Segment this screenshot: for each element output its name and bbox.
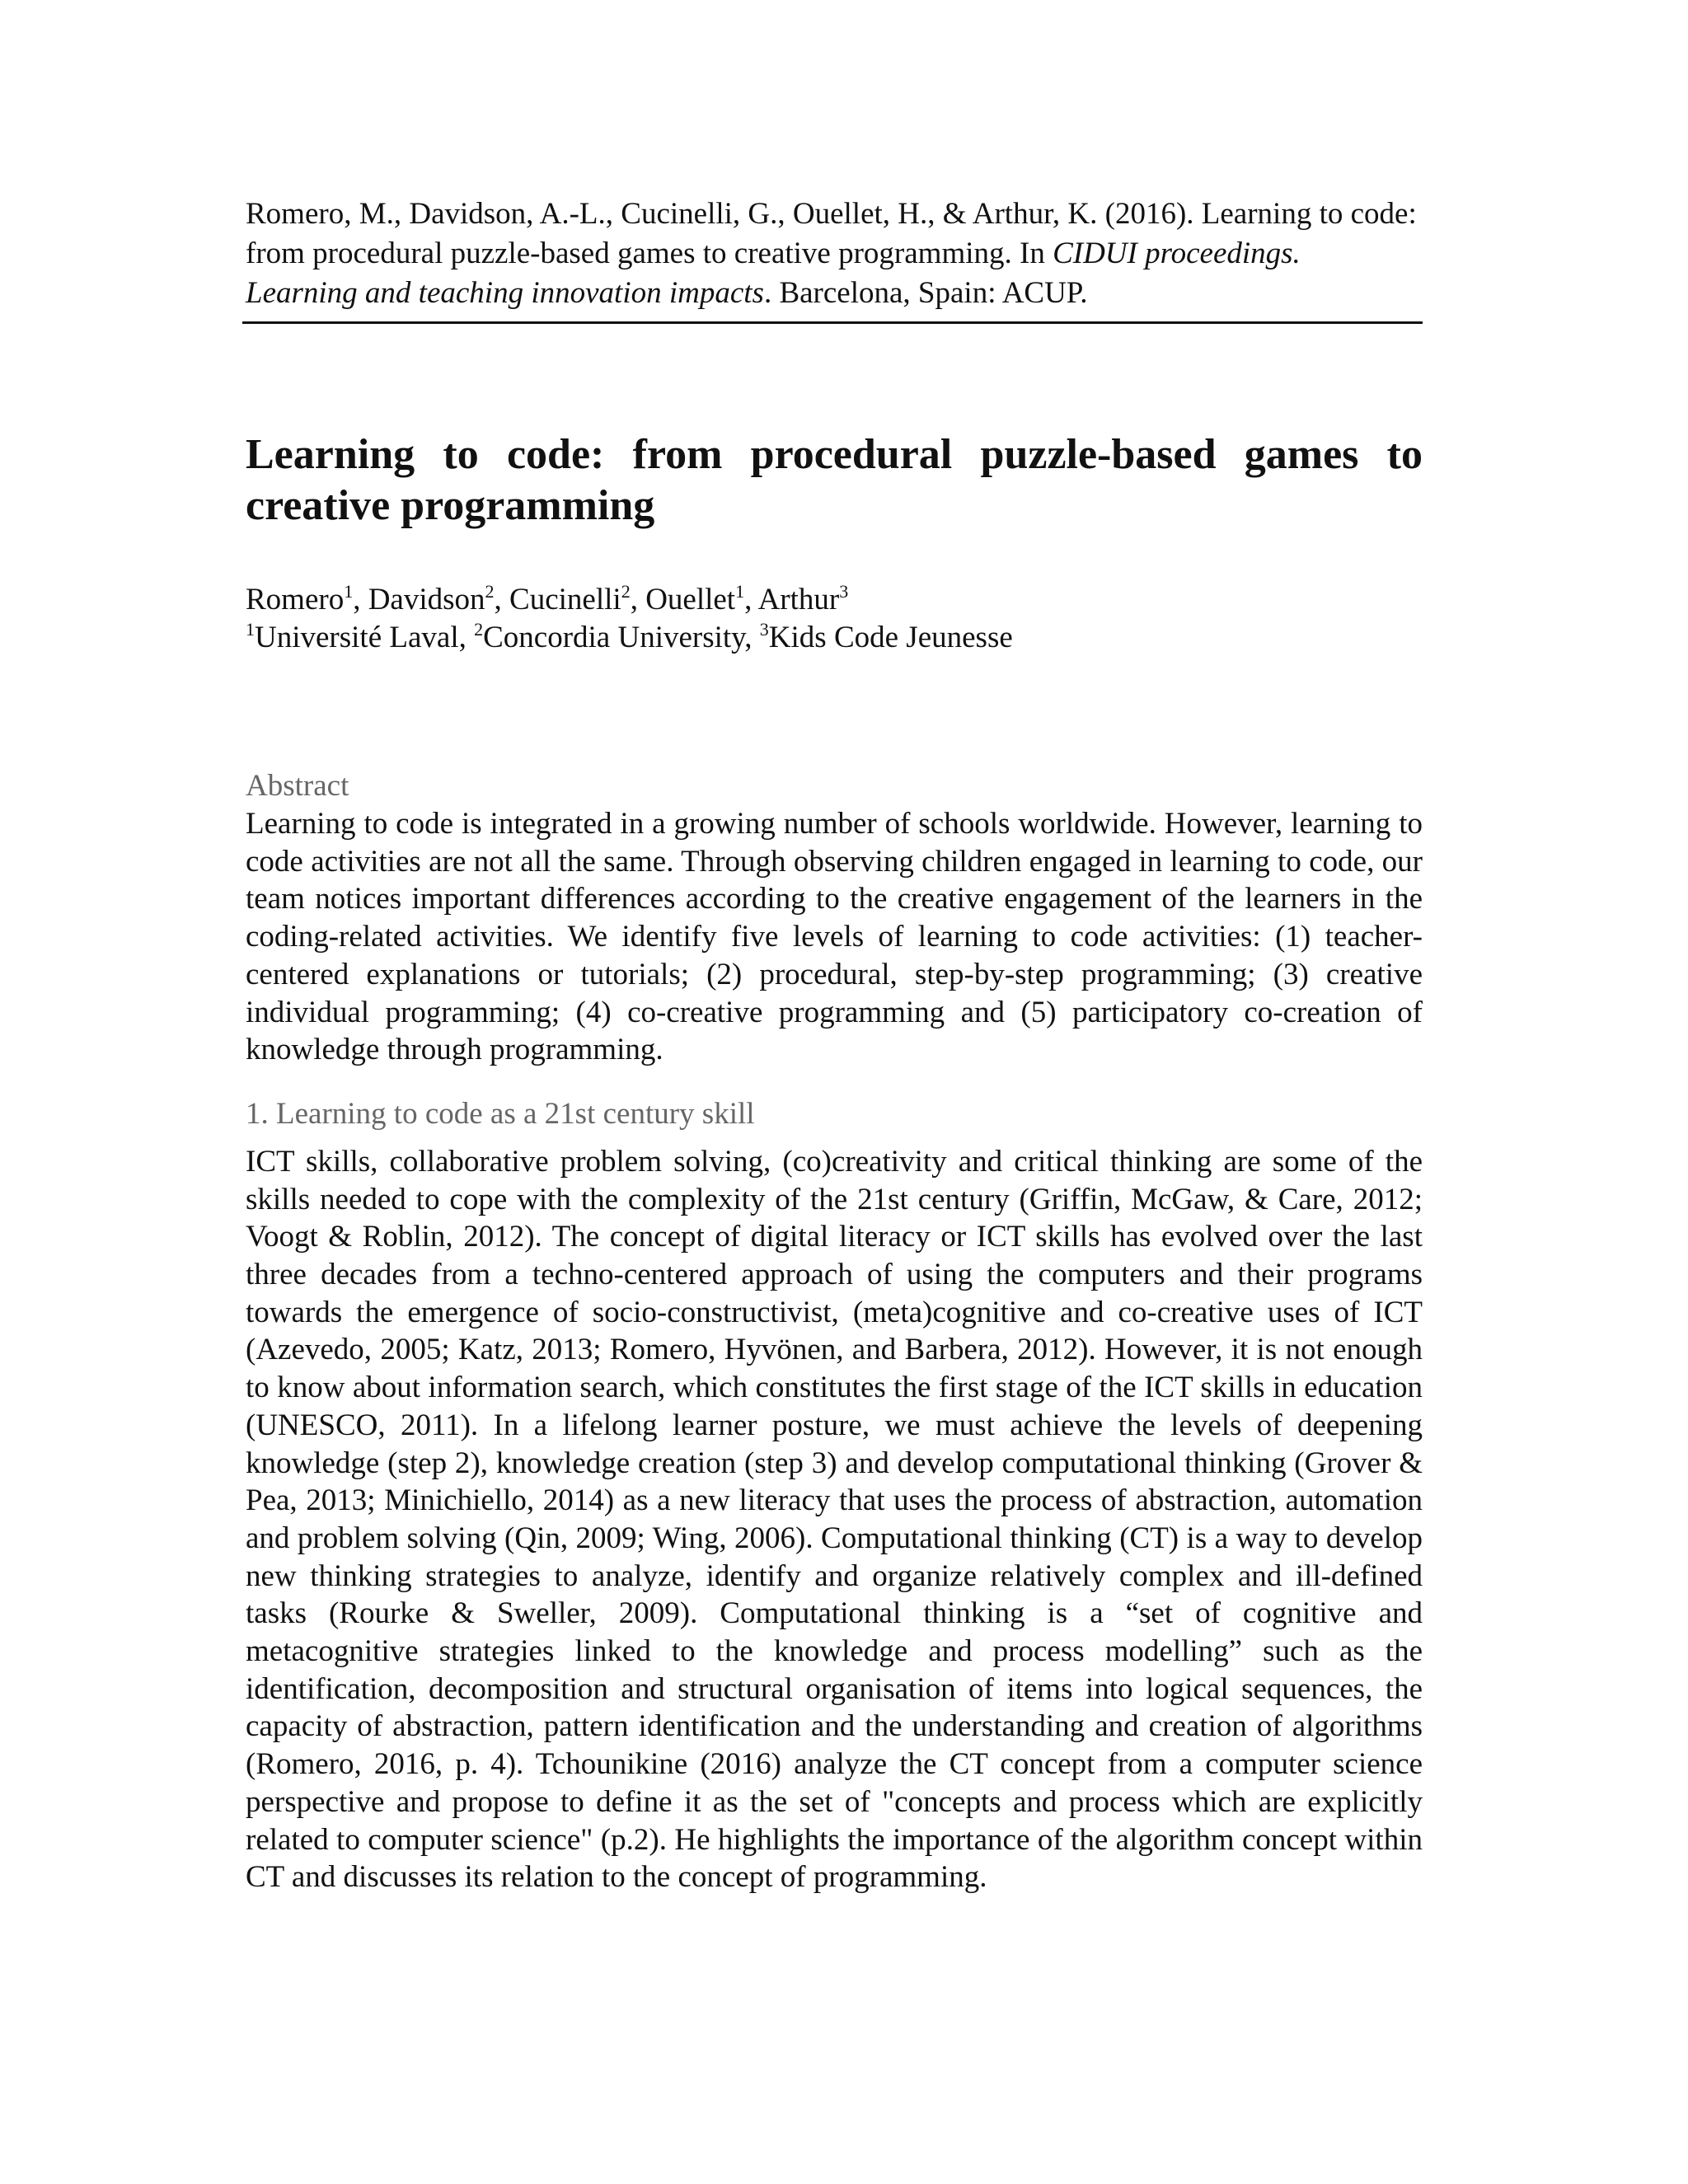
author-affiliation-mark: 1 [344,581,354,602]
paper-title [246,429,1423,532]
paper-title-line-2: creative programming [246,482,655,529]
section-1-heading: 1. Learning to code as a 21st century skill [246,1096,755,1131]
affiliation-list: $^1$Université Laval, $^2$Concordia University, $^3$Kids Code Jeunesse [246,619,1013,654]
author-name: Davidson [368,583,485,616]
citation-publisher: . Barcelona, Spain: ACUP. [763,276,1088,310]
author-name: Ouellet [645,583,736,616]
citation-header [242,194,1423,324]
author-name: Cucinelli [509,583,621,616]
affiliation-name: Concordia University [483,621,745,654]
citation-text: Romero, M., Davidson, A.-L., Cucinelli, G., Ouellet, H., & Arthur, K. (2016). Learning to code: from procedural puzzle-based games to creative programming. In [246,197,1417,270]
author-affiliation-mark: 2 [621,581,631,602]
abstract-text: Learning to code is integrated in a growing number of schools worldwide. However, learning to code activities are not all the same. Through observing children engaged in learning to code, our team notices important differences according to the creative engagement of the learners in the coding-related activities. We identify five levels of learning to code activities: (1) teacher-centered explanations or tutorials; (2) procedural, step-by-step programming; (3) creative individual programming; (4) co-creative programming and (5) participatory co-creation of knowledge through programming. [246,807,1423,1067]
citation-proceedings: CIDUI proceedings. Learning and teaching innovation impacts [246,237,1301,310]
affiliation-name: Université Laval [255,621,459,654]
author-name: Romero [246,583,345,616]
author-affiliation-mark: 2 [485,581,495,602]
abstract-heading: Abstract [246,769,349,803]
author-name: Arthur [757,583,840,616]
affiliation-mark: 2 [474,619,484,640]
section-1-text: ICT skills, collaborative problem solving, (co)creativity and critical thinking are some of the skills needed to cope with the complexity of the 21st century (Griffin, McGaw, & Care, 2012; Voogt & Roblin, 2012). The concept of digital literacy or ICT skills has evolved over the last three decades from a techno-centered approach of using the computers and their programs towards the emergence of socio-constructivist, (meta)cognitive and co-creative uses of ICT (Azevedo, 2005; Katz, 2013; Romero, Hyvönen, and Barbera, 2012). However, it is not enough to know about information search, which constitutes the first stage of the ICT skills in education (UNESCO, 2011). In a lifelong learner posture, we must achieve the levels of deepening knowledge (step 2), knowledge creation (step 3) and develop computational thinking (Grover & Pea, 2013; Minichiello, 2014) as a new literacy that uses the process of abstraction, automation and problem solving (Qin, 2009; Wing, 2006). Computational thinking (CT) is a way to develop new thinking strategies to analyze, identify and organize relatively complex and ill-defined tasks (Rourke & Sweller, 2009). Computational thinking is a “set of cognitive and metacognitive strategies linked to the knowledge and process modelling” such as the identification, decomposition and structural organisation of items into logical sequences, the capacity of abstraction, pattern identification and the understanding and creation of algorithms (Romero, 2016, p. 4). Tchounikine (2016) analyze the CT concept from a computer science perspective and propose to define it as the set of "concepts and process which are explicitly related to computer science" (p.2). He highlights the importance of the algorithm concept within CT and discusses its relation to the concept of programming. [246,1144,1423,1895]
author-list: Romero$^1$, Davidson$^2$, Cucinelli$^2$, Ouellet$^1$, Arthur$^3$ [246,581,849,616]
paper-page [246,194,1423,1896]
affiliation-name: Kids Code Jeunesse [768,621,1013,654]
paper-title-line-1: Learning to code: from procedural puzzle-based games to [246,431,1423,478]
author-affiliation-mark: 3 [839,581,849,602]
affiliation-mark: 1 [246,619,255,640]
affiliation-mark: 3 [759,619,769,640]
author-affiliation-mark: 1 [735,581,745,602]
